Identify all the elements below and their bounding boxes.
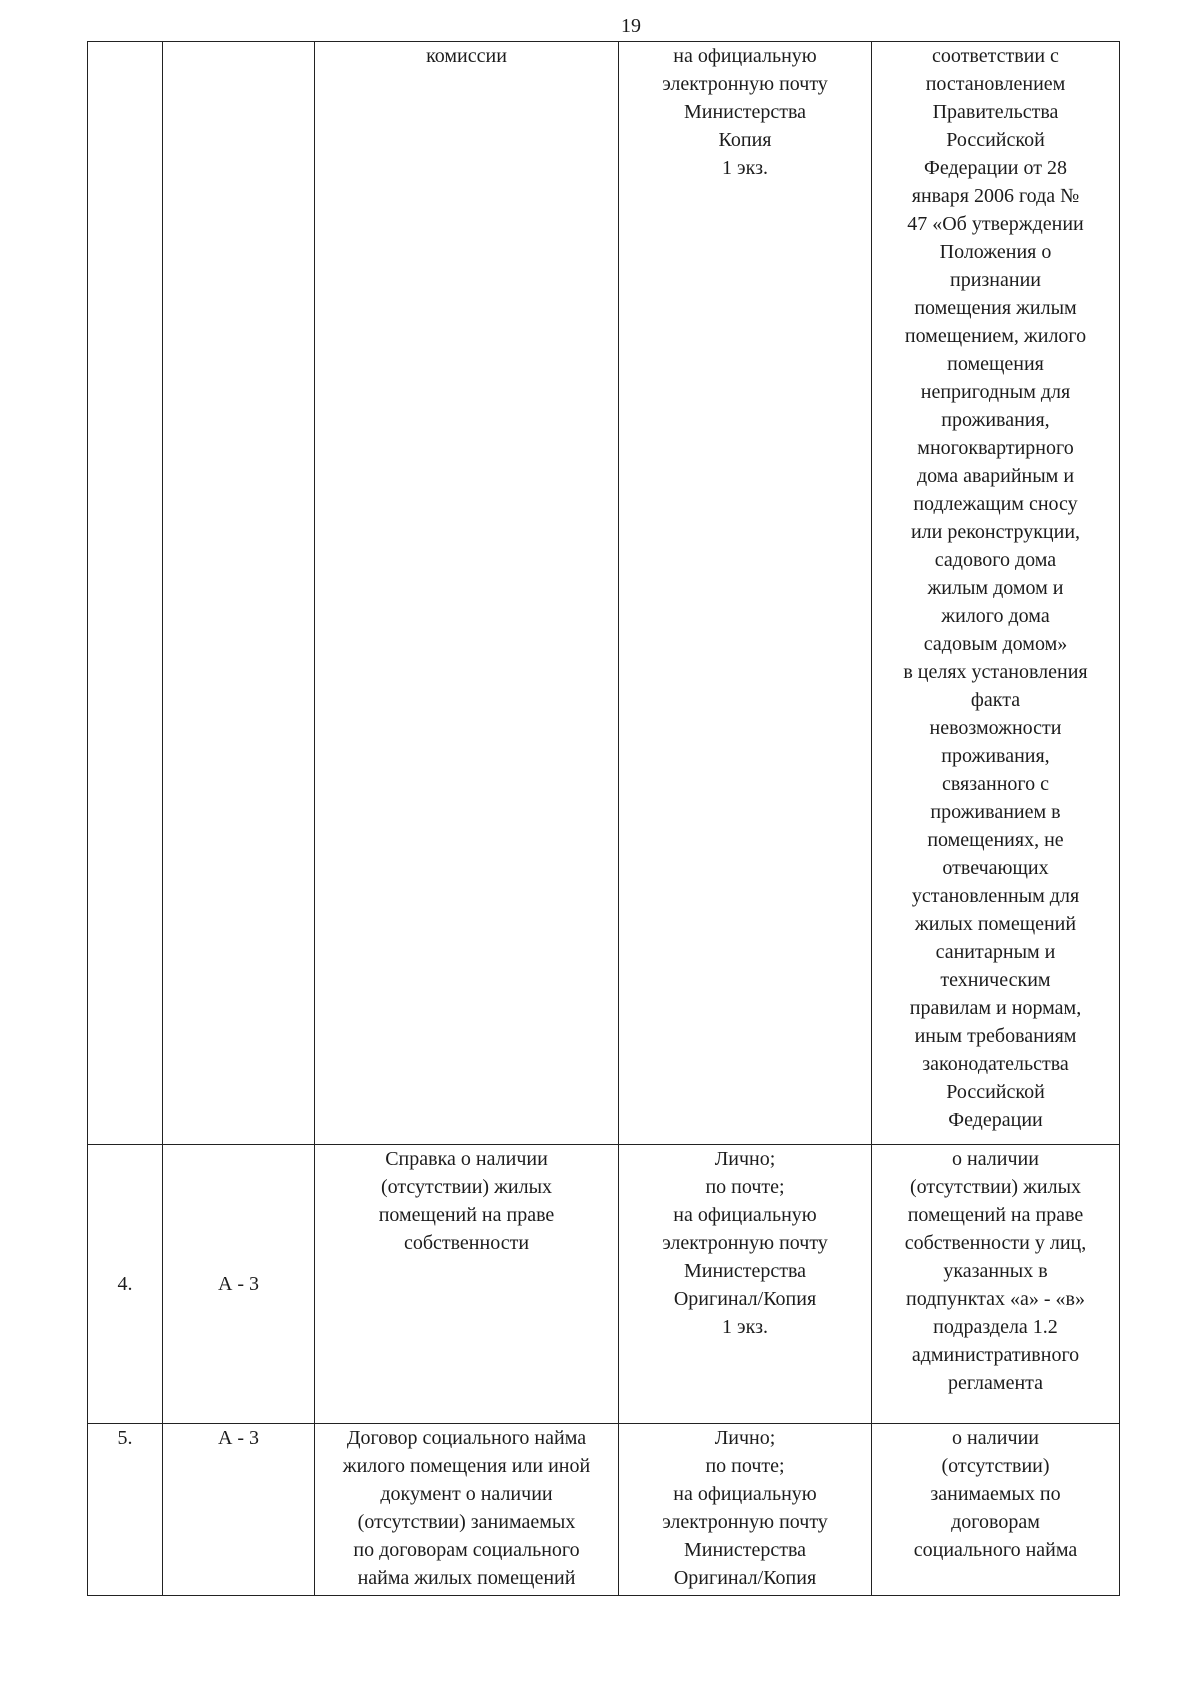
cell-text-line: иным требованиям [914,1025,1077,1047]
cell-text-line: договорам [951,1511,1040,1533]
cell-text-line: (отсутствии) жилых [909,1176,1082,1198]
cell-note [872,1145,1120,1424]
cell-number [88,42,163,1145]
cell-text-line: января 2006 года № [911,185,1080,207]
cell-text-line: санитарным и [935,941,1056,963]
page-number: 19 [621,15,641,37]
cell-submission-method [619,1424,872,1596]
cell-text-line: невозможности [929,717,1062,739]
cell-text-line: Справка о наличии [385,1148,548,1170]
cell-text-line: электронную почту [662,1232,828,1254]
cell-text-line: (отсутствии) [941,1455,1050,1477]
cell-text-line: соответствии с [932,45,1059,67]
cell-text-line: электронную почту [662,1511,828,1533]
cell-text-line: подраздела 1.2 [933,1316,1058,1338]
cell-text-line: связанного с [941,773,1050,795]
cell-text-line: социального найма [913,1539,1078,1561]
documents-table [87,41,1120,1596]
cell-text-line: проживания, [941,745,1050,767]
cell-text-line: непригодным для [920,381,1071,403]
cell-text-line: 1 экз. [722,157,768,179]
cell-text-line: жилого дома [941,605,1050,627]
cell-code: А - 3 [163,1424,315,1596]
cell-text-line: Положения о [939,241,1052,263]
cell-text-line: проживания, [941,409,1050,431]
cell-text-line: признании [950,269,1041,291]
cell-text-line: на официальную [673,45,817,67]
cell-text-line: Оригинал/Копия [673,1567,817,1589]
cell-text-line: Правительства [932,101,1059,123]
cell-text-line: Российской [946,1081,1045,1103]
cell-text-line: на официальную [673,1204,817,1226]
cell-text-line: документ о наличии [380,1483,553,1505]
cell-text-line: жилых помещений [914,913,1077,935]
cell-text-line: или реконструкции, [910,521,1081,543]
cell-number: 4. [88,1145,163,1424]
cell-text-line: проживанием в [930,801,1061,823]
cell-text-line: помещениях, не [927,829,1064,851]
cell-text-line: многоквартирного [917,437,1074,459]
cell-text-line: о наличии [952,1148,1039,1170]
cell-text-line: жилым домом и [927,577,1064,599]
cell-text-line: комиссии [426,45,507,67]
cell-text-line: установленным для [911,885,1080,907]
cell-submission-method [619,1145,872,1424]
cell-text-line: подлежащим сносу [913,493,1078,515]
cell-text-line: 47 «Об утверждении [907,213,1084,235]
cell-note [872,1424,1120,1596]
cell-text-line: в целях установления [903,661,1088,683]
cell-code: А - 3 [163,1145,315,1424]
cell-text-line: по почте; [705,1455,785,1477]
table-row-4 [88,1145,1120,1424]
cell-text-line: 1 экз. [722,1316,768,1338]
cell-text-line: помещения [947,353,1044,375]
cell-text-line: на официальную [673,1483,817,1505]
cell-text-line: о наличии [952,1427,1039,1449]
cell-note [872,42,1120,1145]
cell-document-name [315,42,619,1145]
table-row-continuation [88,42,1120,1145]
cell-text-line: помещений на праве [907,1204,1084,1226]
cell-text-line: отвечающих [942,857,1049,879]
cell-text-line: садовым домом» [923,633,1068,655]
table-row-5 [88,1424,1120,1596]
cell-text-line: найма жилых помещений [357,1567,576,1589]
cell-text-line: указанных в [943,1260,1048,1282]
cell-text-line: Министерства [683,1260,807,1282]
cell-text-line: техническим [940,969,1051,991]
cell-text-line: (отсутствии) жилых [380,1176,553,1198]
cell-text-line: Лично; [714,1148,776,1170]
cell-text-line: подпунктах «а» - «в» [905,1288,1085,1310]
cell-text-line: Российской [946,129,1045,151]
cell-text-line: (отсутствии) занимаемых [357,1511,576,1533]
cell-text-line: жилого помещения или иной [342,1455,591,1477]
cell-text-line: помещений на праве [378,1204,555,1226]
cell-text-line: Федерации от 28 [924,157,1067,179]
cell-text-line: помещения жилым [914,297,1077,319]
cell-text-line: Договор социального найма [346,1427,587,1449]
cell-text-line: Лично; [714,1427,776,1449]
cell-text-line: Копия [718,129,772,151]
cell-text-line: правилам и нормам, [909,997,1082,1019]
cell-text-line: факта [970,689,1021,711]
cell-text-line: Министерства [683,101,807,123]
cell-submission-method [619,42,872,1145]
cell-text-line: собственности у лиц, [904,1232,1087,1254]
cell-text-line: садового дома [934,549,1057,571]
cell-number: 5. [88,1424,163,1596]
cell-text-line: административного [911,1344,1080,1366]
cell-document-name [315,1424,619,1596]
cell-code [163,42,315,1145]
cell-document-name [315,1145,619,1424]
cell-text-line: Федерации [948,1109,1043,1131]
cell-text-line: по почте; [705,1176,785,1198]
cell-text-line: Оригинал/Копия [673,1288,817,1310]
cell-text-line: законодательства [922,1053,1069,1075]
cell-text-line: постановлением [925,73,1066,95]
cell-text-line: по договорам социального [353,1539,580,1561]
cell-text-line: помещением, жилого [904,325,1087,347]
cell-text-line: собственности [403,1232,530,1254]
cell-text-line: регламента [947,1372,1044,1394]
cell-text-line: занимаемых по [930,1483,1061,1505]
cell-text-line: дома аварийным и [916,465,1075,487]
cell-text-line: Министерства [683,1539,807,1561]
cell-text-line: электронную почту [662,73,828,95]
